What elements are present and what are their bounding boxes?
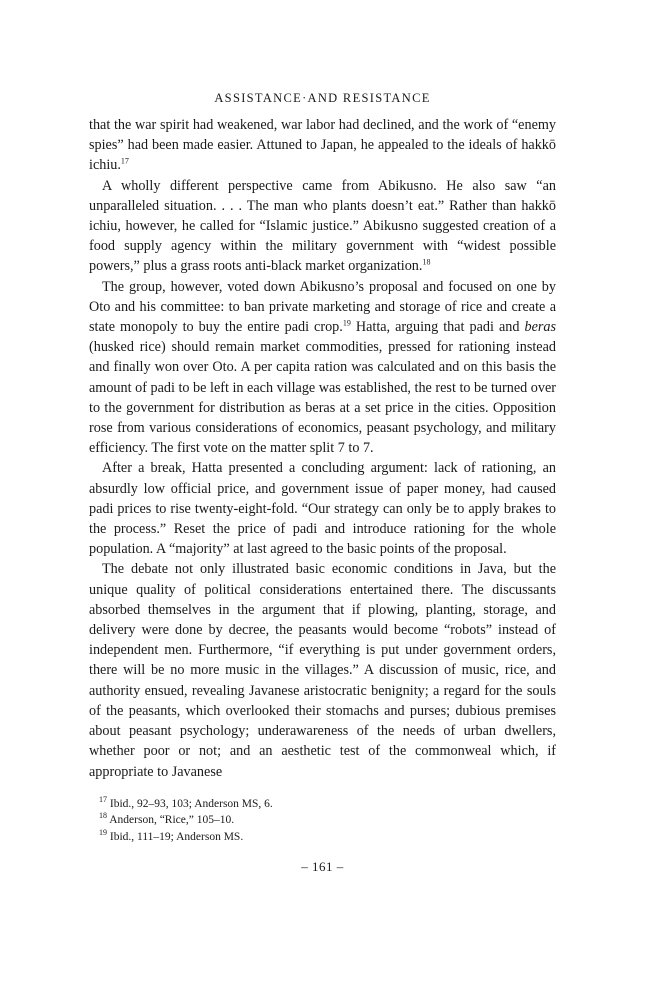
footnote-ref: 18 xyxy=(422,257,431,267)
footnote-text: Anderson, “Rice,” 105–10. xyxy=(107,814,235,827)
text-run: that the war spirit had weakened, war labor had declined, and the work of “enemy spies” had been made easier. Attuned to Japan, he appealed to the ideals of hakkō ichiu. xyxy=(89,117,556,174)
footnotes xyxy=(89,796,556,846)
book-page xyxy=(89,90,556,875)
body-text xyxy=(89,115,556,782)
paragraph xyxy=(89,277,556,459)
running-head: ASSISTANCE·AND RESISTANCE xyxy=(214,91,431,105)
paragraph xyxy=(89,115,556,176)
text-run: The group, however, voted down Abikusno’s proposal and focused on one by Oto and his committee: to ban private marketing and storage of rice and create a state monopoly to buy the entire padi crop. xyxy=(89,278,556,336)
text-run: (husked rice) should remain market commodities, pressed for rationing instead and finally won over Oto. A per capita ration was calculated and on this basis the amount of padi to be left in each village was established, the rest to be turned over to the government for distribution as beras at a set price in the cities. Opposition rose from various considerations of economics, peasant psychology, and military efficiency. The first vote on the matter split 7 to 7. xyxy=(89,339,556,457)
footnote xyxy=(89,829,556,846)
footnote-ref: 17 xyxy=(120,156,129,166)
footnote-number: 19 xyxy=(99,827,107,837)
footnote xyxy=(89,796,556,813)
page-number: – 161 – xyxy=(301,859,344,875)
italic-term: beras xyxy=(524,319,556,336)
footnote-text: Ibid., 111–19; Anderson MS. xyxy=(107,830,244,843)
footnote-number: 17 xyxy=(99,794,107,804)
footnote-number: 18 xyxy=(99,811,107,821)
text-run: Hatta, arguing that padi and xyxy=(350,319,525,336)
text-run: A wholly different perspective came from Abikusno. He also saw “an unparalleled situation. . . . The man who plants doesn’t eat.” Rather than hakkō ichiu, however, he called for “Islamic justice.” Abikusno suggested creation of a food supply agency within the military government with “widest possible powers,” plus a grass roots anti-black market organization. xyxy=(89,177,556,275)
paragraph xyxy=(89,458,556,559)
paragraph xyxy=(89,176,556,277)
text-run: The debate not only illustrated basic economic conditions in Java, but the unique quality of political considerations entertained there. The discussants absorbed themselves in the argument that if plowing, planting, storage, and delivery were done by decree, the peasants would become “robots” instead of independent men. Furthermore, “if everything is put under government orders, there will be no more music in the villages.” A discussion of music, rice, and authority ensued, revealing Javanese aristocratic benignity; a regard for the souls of the peasants, which overlooked their stomachs and purses; dubious premises about peasant psychology; underawareness of the needs of urban dwellers, whether poor or not; and an aesthetic test of the commonweal which, if appropriate to Javanese xyxy=(89,561,556,780)
footnote xyxy=(89,812,556,829)
footnote-text: Ibid., 92–93, 103; Anderson MS, 6. xyxy=(107,797,273,810)
text-run: After a break, Hatta presented a concluding argument: lack of rationing, an absurdly low official price, and government issue of paper money, had caused padi prices to rise twenty-eight-fold. “Our strategy can only be to apply brakes to the process.” Reset the price of padi and introduce rationing for the whole population. A “majority” at last agreed to the basic points of the proposal. xyxy=(89,460,556,558)
footnote-ref: 19 xyxy=(342,318,351,328)
paragraph xyxy=(89,559,556,781)
